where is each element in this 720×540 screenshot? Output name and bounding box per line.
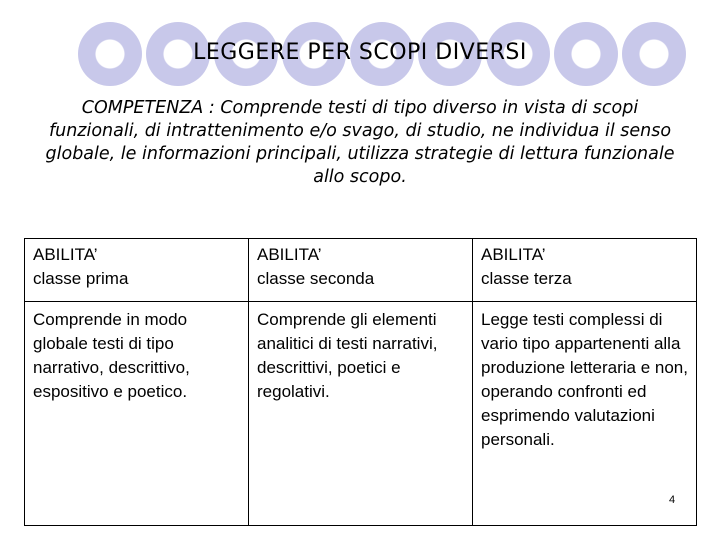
table-row xyxy=(25,302,697,526)
header-cell-first xyxy=(25,239,249,302)
header-cell-third xyxy=(473,239,697,302)
header-heading: ABILITA’ xyxy=(481,245,546,264)
page-title: LEGGERE PER SCOPI DIVERSI xyxy=(193,40,527,65)
header-heading: ABILITA’ xyxy=(257,245,322,264)
header-cell-second xyxy=(249,239,473,302)
description-cell-first: Comprende in modo globale testi di tipo narrativo, descrittivo, espositivo e poetico. xyxy=(25,302,249,526)
competence-statement xyxy=(34,97,686,189)
header-class-label: classe terza xyxy=(481,269,572,288)
table-header-row xyxy=(25,239,697,302)
page-number: 4 xyxy=(669,494,676,506)
header-class-label: classe seconda xyxy=(257,269,375,288)
header-class-label: classe prima xyxy=(33,269,129,288)
description-cell-third: Legge testi complessi di vario tipo appartenenti alla produzione letteraria e non, operando confronti ed esprimendo valutazioni personali. xyxy=(473,302,697,526)
competence-lead: COMPETENZA : xyxy=(81,98,215,118)
competence-text: Comprende testi di tipo diverso in vista di scopi funzionali, di intrattenimento e/o svago, di studio, ne individua il senso globale, le informazioni principali, utilizza strategie di lettura funzionale allo scopo. xyxy=(45,98,675,187)
header-heading: ABILITA’ xyxy=(33,245,98,264)
abilities-table xyxy=(24,238,697,526)
description-cell-second: Comprende gli elementi analitici di testi narrativi, descrittivi, poetici e regolativi. xyxy=(249,302,473,526)
